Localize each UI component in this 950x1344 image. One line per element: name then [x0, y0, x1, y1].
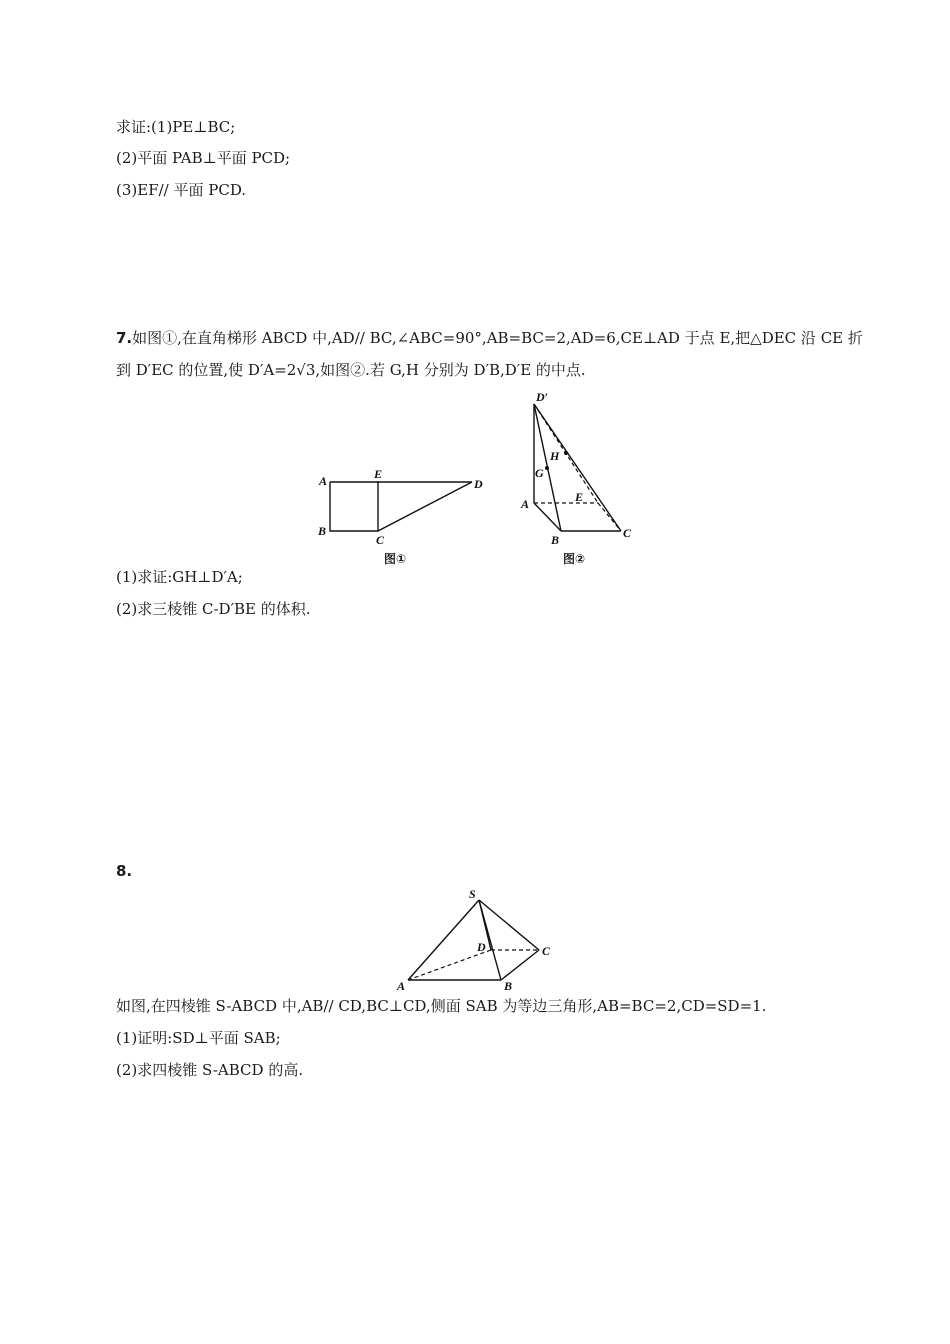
q7-line-2: 到 D′EC 的位置,使 D′A=2√3,如图②.若 G,H 分别为 D′B,D′E 的中点. — [116, 361, 586, 379]
q8-number: 8. — [116, 862, 133, 880]
label-c2: C — [623, 526, 632, 540]
label-b2: B — [551, 533, 560, 547]
label-b: B — [318, 524, 327, 538]
label-s: S — [469, 887, 476, 901]
q8-line-1: 如图,在四棱锥 S-ABCD 中,AB// CD,BC⊥CD,侧面 SAB 为等边三角形,AB=BC=2,CD=SD=1. — [116, 997, 767, 1015]
label-d: D — [477, 940, 486, 954]
label-a: A — [319, 474, 328, 488]
label-g: G — [535, 466, 544, 480]
q7-figure-2-caption: 图② — [563, 552, 586, 566]
edge-e-c — [598, 503, 621, 531]
point-g — [545, 466, 549, 470]
q7-line-1-text: 如图①,在直角梯形 ABCD 中,AD// BC,∠ABC=90°,AB=BC=2,AD=6,CE⊥AD 于点 E,把△DEC 沿 CE 折 — [132, 329, 863, 347]
q7-figure-2 — [515, 388, 645, 548]
label-b: B — [504, 979, 513, 993]
q8-figure — [392, 884, 562, 994]
label-c: C — [376, 533, 385, 547]
q6-line-1: 求证:(1)PE⊥BC; — [116, 118, 236, 136]
q6-line-3: (3)EF// 平面 PCD. — [116, 181, 247, 199]
label-a: A — [397, 979, 406, 993]
q8-part-2: (2)求四棱锥 S-ABCD 的高. — [116, 1061, 304, 1079]
pyramid-diagram — [515, 388, 645, 548]
point-h — [564, 451, 568, 455]
label-e2: E — [575, 490, 584, 504]
q7-part-2: (2)求三棱锥 C-D′BE 的体积. — [116, 600, 311, 618]
q7-number: 7. — [116, 329, 133, 347]
edge-s-a — [408, 900, 479, 980]
edge-b-c — [501, 950, 539, 980]
label-d: D — [474, 477, 483, 491]
label-e: E — [374, 467, 383, 481]
q7-figure-1-caption: 图① — [384, 552, 407, 566]
edge-a-b — [534, 503, 561, 531]
label-d-prime: D′ — [536, 390, 549, 404]
label-h: H — [550, 449, 560, 463]
q6-line-2: (2)平面 PAB⊥平面 PCD; — [116, 149, 291, 167]
label-a2: A — [521, 497, 530, 511]
quadrilateral-pyramid-diagram — [392, 884, 562, 994]
label-c: C — [542, 944, 551, 958]
q7-line-1 — [116, 328, 863, 348]
q7-part-1: (1)求证:GH⊥D′A; — [116, 568, 243, 586]
square-abce — [330, 482, 378, 531]
q8-part-1: (1)证明:SD⊥平面 SAB; — [116, 1029, 281, 1047]
edge-s-c — [479, 900, 539, 950]
segment-cd — [378, 482, 472, 531]
